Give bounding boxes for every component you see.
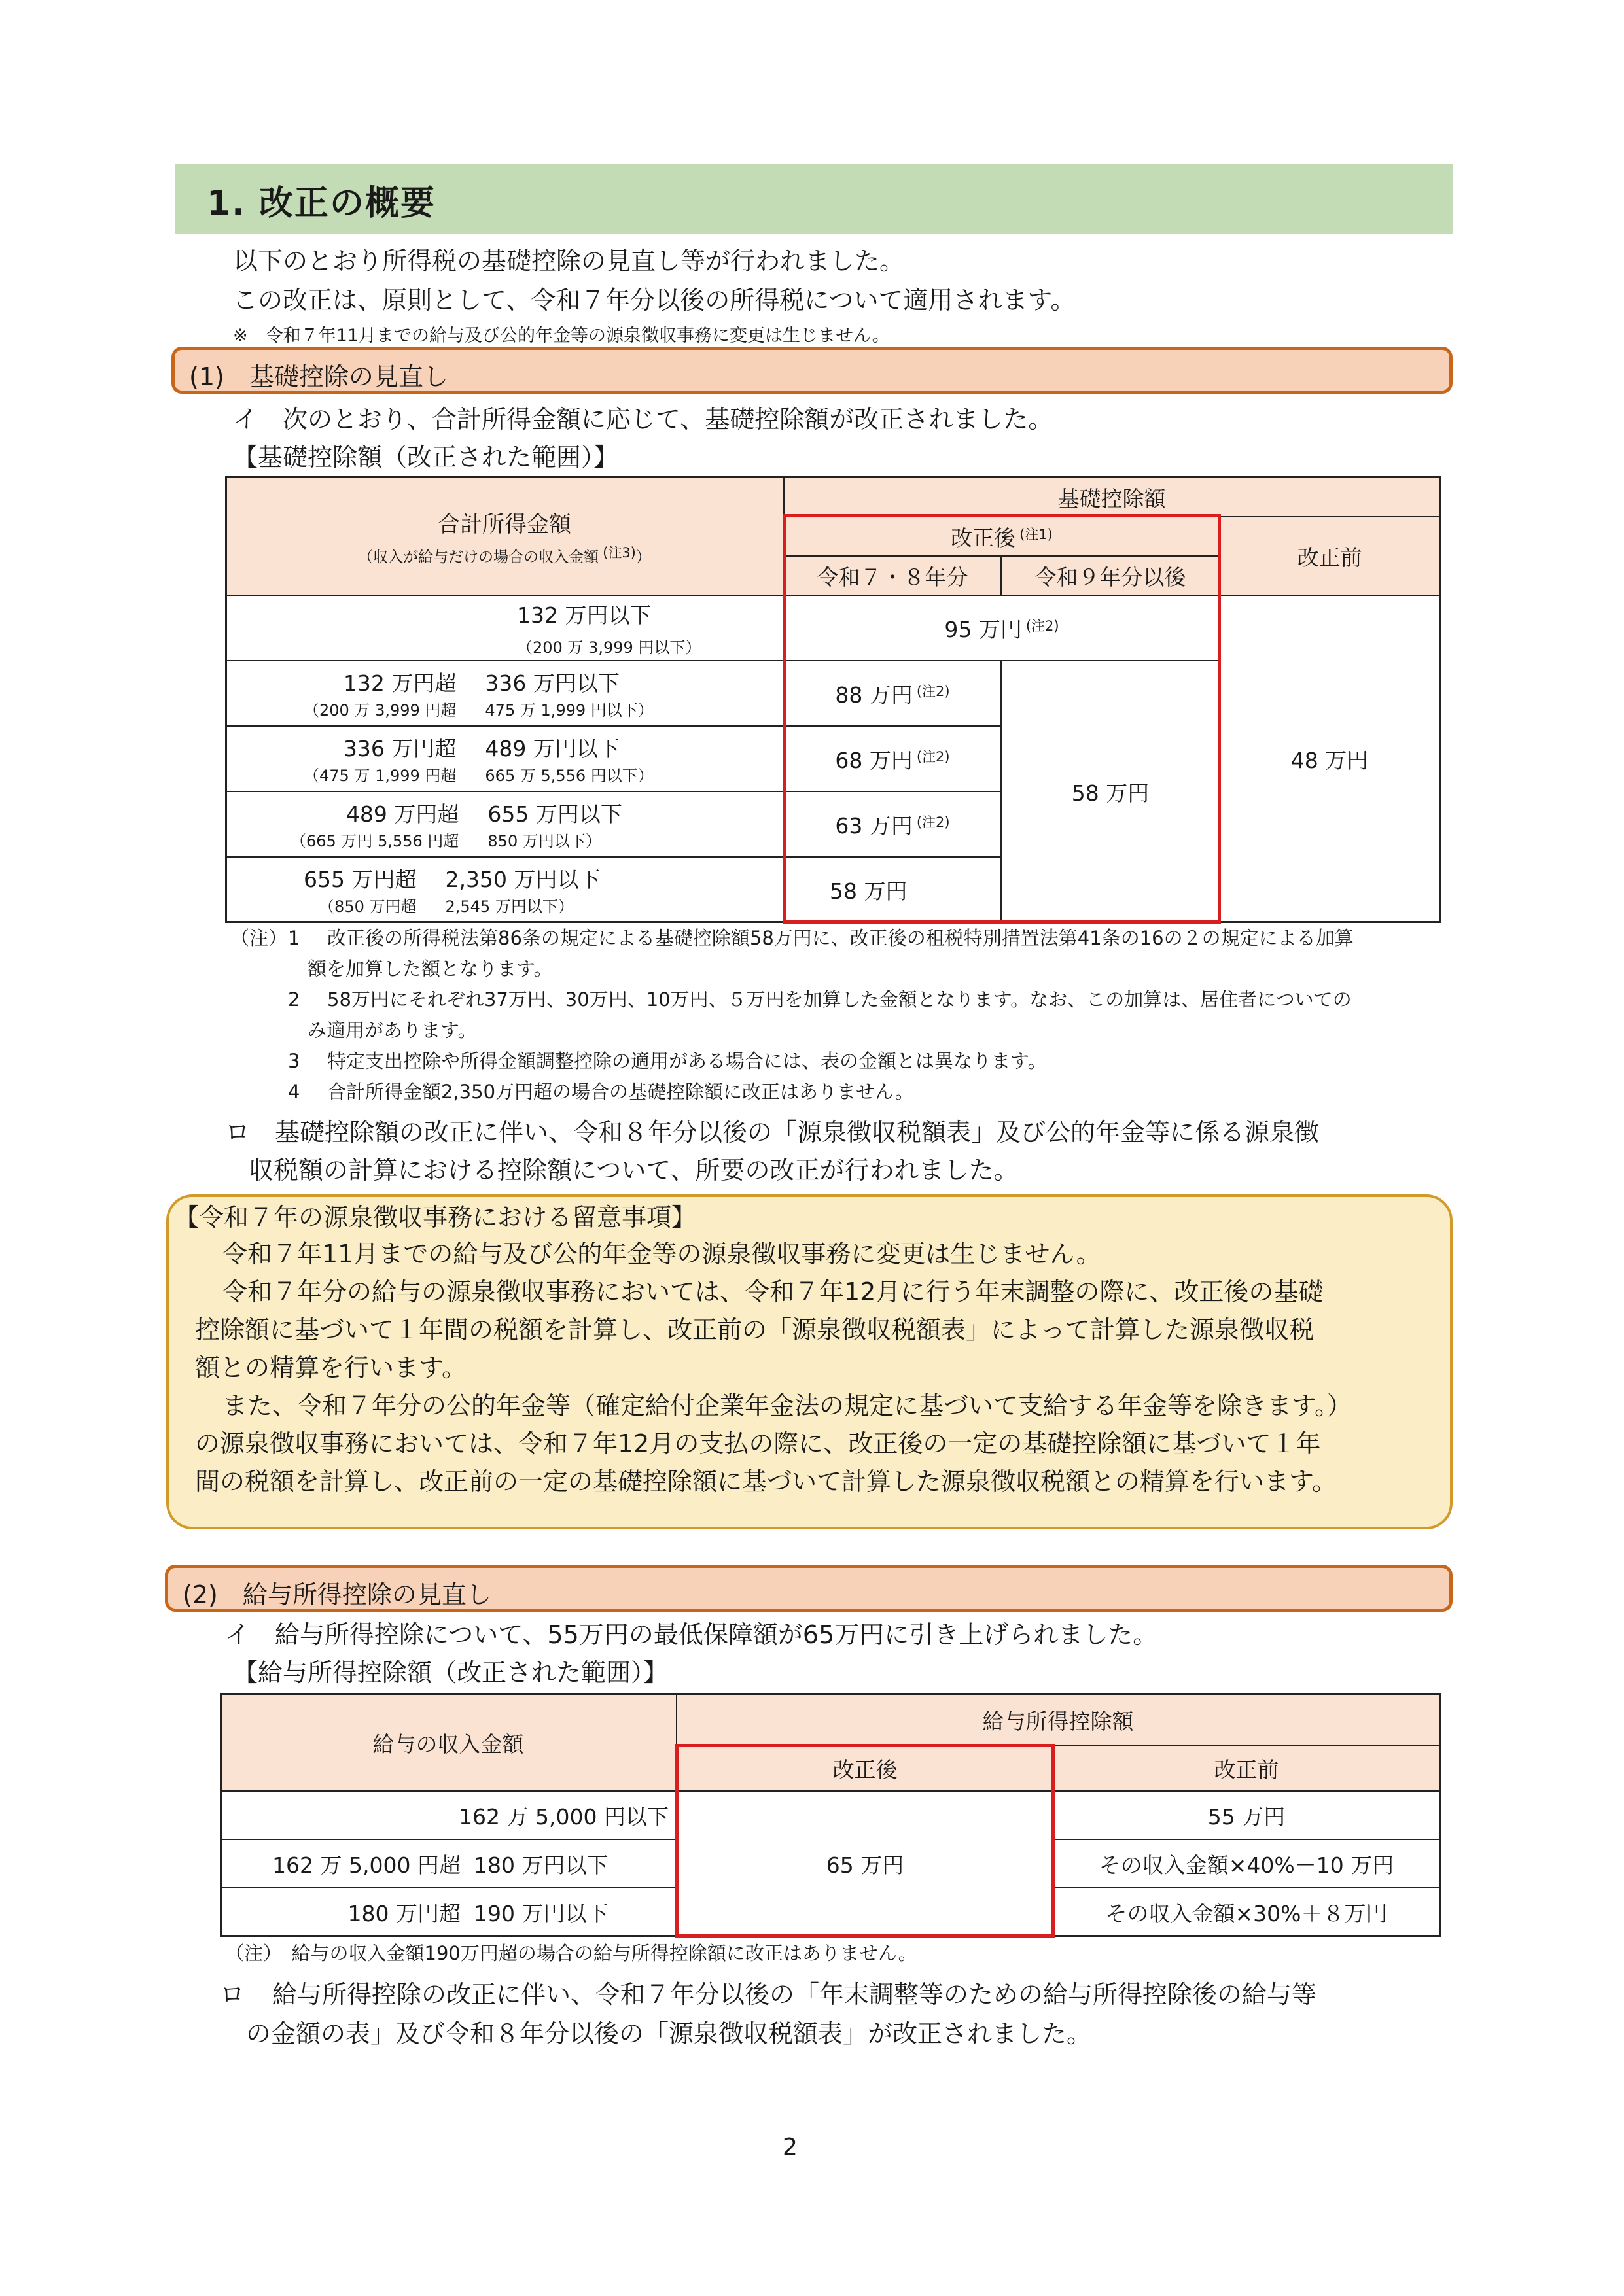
header-income-label: 合計所得金額 bbox=[438, 512, 571, 538]
notice-line: 額との精算を行います。 bbox=[195, 1353, 467, 1382]
income-upper: 336 万円以下 bbox=[485, 670, 620, 696]
header-deduction: 基礎控除額 bbox=[784, 478, 1439, 517]
income-upper-sub: （200 万 3,999 円以下） bbox=[517, 638, 701, 657]
deduction-value: 63 万円 bbox=[835, 812, 913, 839]
income-upper: 489 万円以下 bbox=[485, 736, 620, 761]
note-num: 1 bbox=[288, 927, 300, 949]
table-border bbox=[220, 1693, 1441, 1695]
note-text: 改正後の所得税法第86条の規定による基礎控除額58万円に、改正後の租税特別措置法第41条の16の２の規定による加算 bbox=[327, 927, 1354, 949]
highlight-revised-box bbox=[783, 514, 1221, 924]
intro-note: ※ 令和７年11月までの給与及び公的年金等の源泉徴収事務に変更は生じません。 bbox=[233, 326, 890, 346]
table-title: 【基礎控除額（改正された範囲）】 bbox=[233, 443, 619, 472]
income-lower: 336 万円超 bbox=[343, 736, 457, 761]
subsection-title: (1) 基礎控除の見直し bbox=[189, 362, 448, 391]
notice-line: 控除額に基づいて１年間の税額を計算し、改正前の「源泉徴収税額表」によって計算した源泉徴収税 bbox=[195, 1315, 1315, 1344]
ro-line: 収税額の計算における控除額について、所要の改正が行われました。 bbox=[249, 1156, 1019, 1185]
header-before: 改正前 bbox=[1220, 517, 1439, 595]
note-num: 4 bbox=[288, 1081, 300, 1103]
note-num: 2 bbox=[288, 988, 300, 1011]
note-text: 合計所得金額2,350万円超の場合の基礎控除額に改正はありません。 bbox=[327, 1081, 914, 1103]
deduction-r9: 58 万円 bbox=[1071, 780, 1150, 806]
header-after-label: 改正後 bbox=[951, 525, 1016, 551]
salary-after-value: 65 万円 bbox=[826, 1852, 904, 1878]
notice-line: また、令和７年分の公的年金等（確定給付企業年金法の規定に基づいて支給する年金等を除きます。） bbox=[222, 1391, 1352, 1420]
section-header bbox=[175, 164, 1453, 234]
note-ref: (注1) bbox=[1019, 527, 1053, 542]
table-title: 【給与所得控除額（改正された範囲）】 bbox=[233, 1658, 669, 1687]
income-lower-sub: （665 万円 5,556 円超 bbox=[291, 832, 459, 850]
deduction-value: 58 万円 bbox=[830, 878, 908, 904]
header-r78: 令和７・８年分 bbox=[784, 556, 1001, 595]
subsection-lead: イ 給与所得控除について、55万円の最低保障額が65万円に引き上げられました。 bbox=[225, 1620, 1158, 1649]
income-upper-sub: 2,545 万円以下） bbox=[445, 897, 574, 916]
table-border bbox=[220, 1887, 677, 1888]
note-text-cont: 額を加算した額となります。 bbox=[308, 958, 553, 980]
salary-before-value: その収入金額×40%－10 万円 bbox=[1099, 1852, 1394, 1878]
notice-line: 間の税額を計算し、改正前の一定の基礎控除額に基づいて計算した源泉徴収税額との精算を行います。 bbox=[195, 1467, 1337, 1496]
table-border bbox=[1053, 1839, 1440, 1840]
income-lower-sub: （850 万円超 bbox=[319, 897, 417, 916]
income-row bbox=[225, 661, 784, 726]
income-lower: 132 万円超 bbox=[343, 670, 457, 696]
note-label: （注） bbox=[230, 927, 288, 949]
salary-upper: 180 万円以下 bbox=[474, 1852, 609, 1878]
subsection-bar-salary-deduction bbox=[165, 1565, 1453, 1612]
income-row bbox=[225, 726, 784, 791]
salary-before-value: その収入金額×30%＋８万円 bbox=[1105, 1900, 1388, 1926]
header-income-sub-text: （収入が給与だけの場合の収入金額 bbox=[358, 549, 599, 566]
ro-line: 基礎控除額の改正に伴い、令和８年分以後の「源泉徴収税額表」及び公的年金等に係る源泉徴 bbox=[275, 1118, 1320, 1147]
income-lower-sub: （475 万 1,999 円超 bbox=[304, 767, 457, 785]
income-row bbox=[225, 791, 784, 857]
salary-lower: 180 万円超 bbox=[347, 1900, 461, 1926]
table-border bbox=[1439, 1693, 1441, 1937]
ro-line: 給与所得控除の改正に伴い、令和７年分以後の「年末調整等のための給与所得控除後の給与等 bbox=[272, 1980, 1317, 2009]
salary-note: （注） 給与の収入金額190万円超の場合の給与所得控除額に改正はありません。 bbox=[225, 1942, 917, 1964]
notice-line: 令和７年11月までの給与及び公的年金等の源泉徴収事務に変更は生じません。 bbox=[222, 1240, 1101, 1268]
income-lower: 655 万円超 bbox=[304, 867, 417, 892]
table-border bbox=[225, 476, 1441, 478]
deduction-value: 95 万円 bbox=[944, 616, 1022, 642]
ro-mark: ロ bbox=[220, 1980, 245, 2009]
notice-title: 【令和７年の源泉徴収事務における留意事項】 bbox=[174, 1203, 697, 1232]
notice-line: 令和７年分の給与の源泉徴収事務においては、令和７年12月に行う年末調整の際に、改正後の基礎 bbox=[222, 1278, 1324, 1306]
income-row bbox=[225, 595, 784, 661]
section-title: 1. 改正の概要 bbox=[207, 184, 436, 223]
header-r9: 令和９年分以後 bbox=[1001, 556, 1220, 595]
table-border bbox=[1439, 476, 1441, 923]
note-ref: (注2) bbox=[916, 814, 950, 830]
income-lower-sub: （200 万 3,999 円超 bbox=[304, 701, 457, 720]
note-ref: (注2) bbox=[1025, 618, 1059, 634]
header-after: 改正後 bbox=[677, 1745, 1053, 1791]
note-ref: (注2) bbox=[916, 749, 950, 765]
salary-lower: 162 万 5,000 円超 bbox=[272, 1852, 461, 1878]
subsection-bar-basic-deduction bbox=[171, 347, 1453, 394]
note-ref: (注3) bbox=[603, 545, 636, 561]
income-upper: 655 万円以下 bbox=[487, 801, 622, 827]
intro-line: この改正は、原則として、令和７年分以後の所得税について適用されます。 bbox=[233, 286, 1076, 315]
header-income-sub bbox=[358, 545, 651, 566]
deduction-value: 68 万円 bbox=[835, 747, 913, 773]
page-number: 2 bbox=[783, 2134, 798, 2161]
income-upper-sub: 475 万 1,999 円以下） bbox=[485, 701, 654, 720]
income-row bbox=[225, 857, 784, 922]
header-salary-deduction: 給与所得控除額 bbox=[677, 1694, 1439, 1745]
header-income bbox=[225, 478, 784, 595]
header-income-sub-close: ） bbox=[635, 549, 651, 566]
income-upper-sub: 850 万円以下） bbox=[487, 832, 601, 850]
header-before: 改正前 bbox=[1053, 1745, 1439, 1791]
note-text: 58万円にそれぞれ37万円、30万円、10万円、５万円を加算した金額となります。なお、この加算は、居住者についての bbox=[327, 988, 1352, 1011]
table-border bbox=[1053, 1887, 1440, 1888]
salary-row bbox=[220, 1888, 677, 1936]
note-text: 特定支出控除や所得金額調整控除の適用がある場合には、表の金額とは異なります。 bbox=[327, 1050, 1047, 1072]
note-ref: (注2) bbox=[916, 684, 950, 699]
salary-upper: 190 万円以下 bbox=[474, 1900, 609, 1926]
subsection-title: (2) 給与所得控除の見直し bbox=[183, 1580, 491, 1609]
ro-mark: ロ bbox=[225, 1118, 251, 1147]
note-num: 3 bbox=[288, 1050, 300, 1072]
income-lower: 489 万円超 bbox=[345, 801, 459, 827]
salary-row bbox=[220, 1791, 677, 1839]
income-upper-sub: 665 万 5,556 円以下） bbox=[485, 767, 654, 785]
highlight-revised-box bbox=[675, 1744, 1055, 1938]
income-upper: 132 万円以下 bbox=[517, 602, 652, 628]
deduction-value: 88 万円 bbox=[835, 682, 913, 708]
note-text-cont: み適用があります。 bbox=[308, 1019, 477, 1041]
ro-line: の金額の表」及び令和８年分以後の「源泉徴収税額表」が改正されました。 bbox=[246, 2019, 1092, 2048]
notice-line: の源泉徴収事務においては、令和７年12月の支払の際に、改正後の一定の基礎控除額に基づいて１年 bbox=[195, 1429, 1321, 1458]
table-border bbox=[220, 1693, 222, 1937]
header-salary-income: 給与の収入金額 bbox=[220, 1694, 677, 1791]
salary-before-value: 55 万円 bbox=[1207, 1803, 1286, 1830]
salary-upper: 162 万 5,000 円以下 bbox=[459, 1803, 669, 1830]
subsection-lead: イ 次のとおり、合計所得金額に応じて、基礎控除額が改正されました。 bbox=[233, 405, 1053, 434]
intro-line: 以下のとおり所得税の基礎控除の見直し等が行われました。 bbox=[233, 247, 905, 275]
deduction-before: 48 万円 bbox=[1290, 747, 1369, 773]
income-upper: 2,350 万円以下 bbox=[445, 867, 601, 892]
salary-row bbox=[220, 1839, 677, 1888]
table-border bbox=[220, 1839, 677, 1840]
